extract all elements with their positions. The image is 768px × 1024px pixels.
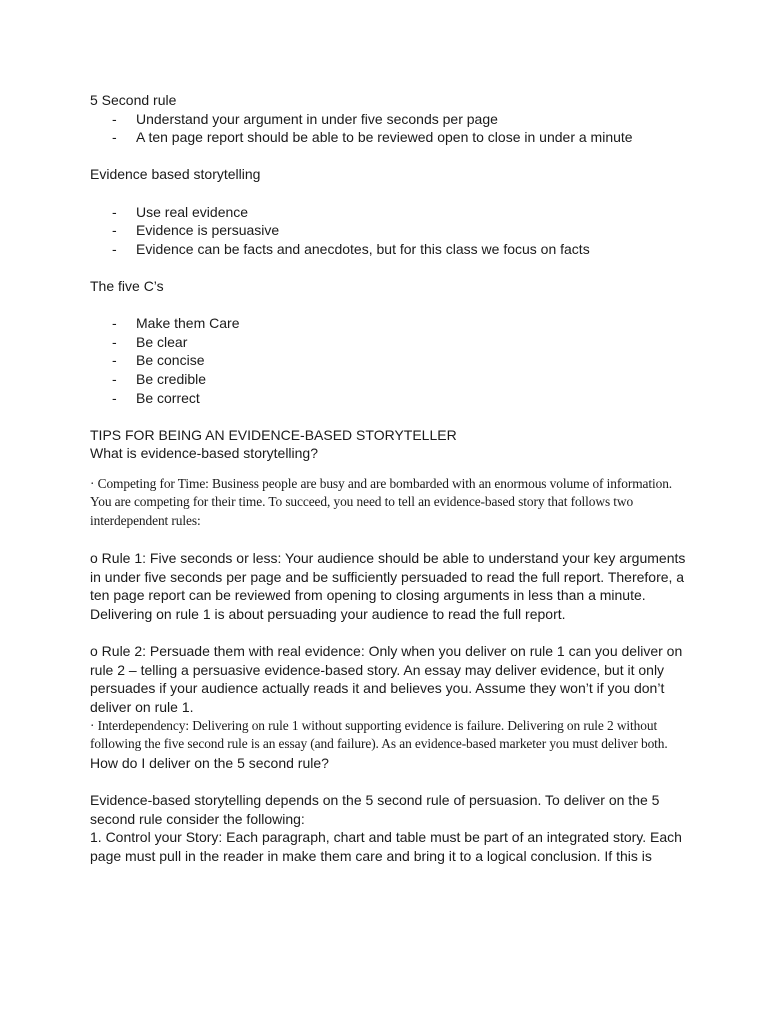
list-item: - Be credible (112, 370, 207, 387)
list-item: - A ten page report should be able to be reviewed open to close in under a minute (112, 129, 633, 146)
dash-bullet: - (112, 352, 117, 369)
list-item: - Use real evidence (112, 203, 249, 220)
section-heading-five-second-rule: 5 Second rule (90, 92, 177, 108)
tips-heading: TIPS FOR BEING AN EVIDENCE-BASED STORYTELLER (90, 426, 457, 443)
dash-bullet: - (112, 315, 117, 332)
competing-for-time-paragraph: · Competing for Time: Business people are busy and are bombarded with an enormous volume of information. You are competing for their time. To succeed, you need to tell an evidence-based story that follows two interdependent rules: (90, 475, 673, 529)
list-item: - Evidence is persuasive (112, 222, 280, 239)
rule-2-paragraph: o Rule 2: Persuade them with real evidence: Only when you deliver on rule 1 can you deliver on rule 2 – telling a persuasive evidence-based story. An essay may deliver evidence, but it only persuades if your audience actually reads it and believes you. Assume they won’t if you don’t deliver on rule 1. (90, 643, 683, 715)
list-item: - Make them Care (112, 315, 240, 332)
dash-bullet: - (112, 203, 117, 220)
section-heading-five-cs: The five C’s (90, 277, 164, 294)
list-item: - Be clear (112, 333, 188, 350)
how-question: How do I deliver on the 5 second rule? (90, 754, 329, 771)
interdependency-paragraph: · Interdependency: Delivering on rule 1 without supporting evidence is failure. Delivering on rule 2 without following the five second rule is an essay (and failure). As an evidence-based marketer you must deliver both. (90, 717, 668, 752)
rule-1-paragraph: o Rule 1: Five seconds or less: Your audience should be able to understand your key arguments in under five seconds per page and be sufficiently persuaded to read the full report. Therefore, a ten page report can be reviewed from opening to closing arguments in less than a minute. Delivering on rule 1 is about persuading your audience to read the full report. (90, 550, 686, 623)
control-story-paragraph: 1. Control your Story: Each paragraph, chart and table must be part of an integrated story. Each page must pull in the reader in make them care and bring it to a logical conclusion. If this is (90, 829, 682, 864)
list-item: - Be correct (112, 389, 200, 406)
list-item: - Evidence can be facts and anecdotes, but for this class we focus on facts (112, 240, 590, 257)
dash-bullet: - (112, 333, 117, 350)
list-item: - Be concise (112, 352, 205, 369)
section-heading-evidence-storytelling: Evidence based storytelling (90, 166, 261, 183)
five-second-rule-list (90, 110, 688, 147)
dash-bullet: - (112, 389, 117, 406)
dash-bullet: - (112, 222, 117, 239)
dash-bullet: - (112, 110, 117, 127)
dash-bullet: - (112, 370, 117, 387)
dash-bullet: - (112, 129, 117, 146)
evidence-list (90, 203, 688, 259)
list-item: - Understand your argument in under five seconds per page (112, 110, 498, 127)
dash-bullet: - (112, 240, 117, 257)
tips-question: What is evidence-based storytelling? (90, 445, 319, 462)
depends-paragraph: Evidence-based storytelling depends on the 5 second rule of persuasion. To deliver on the 5 second rule consider the following: (90, 791, 660, 827)
five-cs-list (90, 314, 688, 407)
